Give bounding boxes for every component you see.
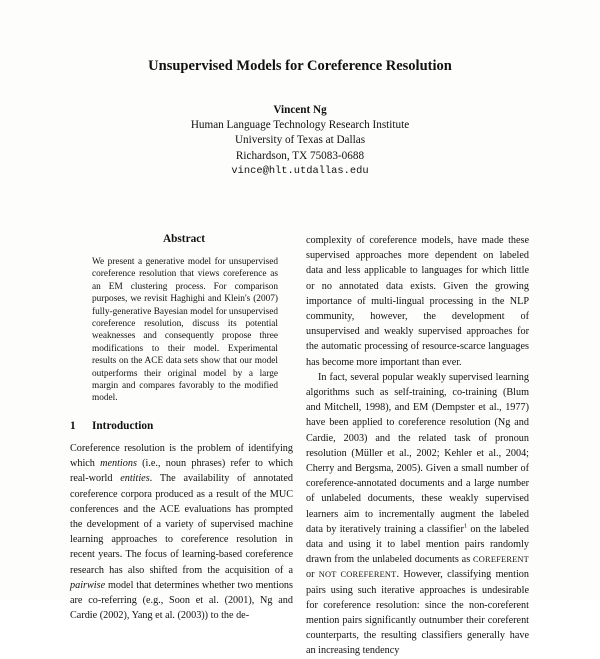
p2-text-a: In fact, several popular weakly supervised learning algorithms such as self-training, co-training (Blum and Mitchell, 1998), and EM (Dempster et al., 1977) have been applied to coreference resolution (Ng and Cardie, 2003) and the related task of pronoun resolution (Müller et al., 2002; Kehler et al., 2004; Cherry and Bergsma, 2005). Given a small number of coreference-annotated documents and a large number of unlabeled documents, these weakly supervised learners aim to incrementally augment the labeled data by iteratively training a classifier <box>306 371 529 535</box>
footnote-marker: 1 <box>463 522 468 530</box>
abstract-heading: Abstract <box>162 233 206 245</box>
intro-text-a: Coreference resolution is the problem of identifying which <box>70 443 293 470</box>
intro-text-c: . The availability of annotated coreference corpora produced as a result of the MUC conferences and the ACE evaluations has prompted the development of a variety of supervised machine learning approaches to coreference resolution in recent years. The focus of learning-based coreference research has also shifted from the acquisition of a <box>70 473 293 576</box>
p2-text-b: on the labeled data and using it to label mention pairs randomly drawn from the unlabeled documents as <box>306 523 530 566</box>
intro-term-pairwise: pairwise <box>70 579 106 591</box>
right-column <box>306 233 529 659</box>
author-block <box>0 103 600 179</box>
paper-title: Unsupervised Models for Coreference Resolution <box>148 58 452 74</box>
abstract-text: We present a generative model for unsupervised coreference resolution that views coreference as an EM clustering process. For comparison purposes, we revisit Haghighi and Klein's (2007) fully-generative Bayesian model for unsupervised coreference resolution, discuss its potential weaknesses and consequently propose three modifications to their model. Experimental results on the ACE data sets show that our model outperforms their original model by a large margin and compares favorably to the modified model. <box>92 257 278 404</box>
p2-text-or: or <box>306 569 319 581</box>
intro-term-entities: entities <box>120 473 150 485</box>
intro-term-mentions: mentions <box>100 458 137 470</box>
intro-text-d: model that determines whether two mentions are co-referring (e.g., Soon et al. (2001), Ng and Cardie (2002), Yang et al. (2003)) to the de- <box>70 579 293 622</box>
section-number: 1 <box>70 420 76 432</box>
label-coreferent: COREFERENT <box>473 555 529 565</box>
author-name: Vincent Ng <box>273 104 327 116</box>
intro-text-b: (i.e., noun phrases) refer to which real-world <box>70 458 293 485</box>
section-title: Introduction <box>92 420 154 432</box>
label-not-coreferent: NOT COREFERENT <box>318 570 397 580</box>
section-heading <box>70 420 153 432</box>
author-address: Richardson, TX 75083-0688 <box>235 149 365 162</box>
intro-paragraph <box>70 441 293 623</box>
author-email: vince@hlt.utdallas.edu <box>231 164 369 177</box>
author-affiliation: Human Language Technology Research Institute <box>190 119 410 132</box>
right-paragraph-2 <box>306 370 529 659</box>
p2-text-c: . However, classifying mention pairs using such iterative approaches is undesirable for coreference resolution: since the non-coreferent mention pairs significantly outnumber their coreferent counterparts, the resulting classifiers generally have an increasing tendency <box>306 569 529 657</box>
right-paragraph-1: complexity of coreference models, have made these supervised approaches more dependent on labeled data and less applicable to languages for which little or no annotated data exists. Given the growing importance of multi-lingual processing in the NLP community, however, the development of unsupervised and weakly supervised approaches for the automatic processing of resource-scarce languages has become more important than ever. <box>306 235 529 368</box>
author-university: University of Texas at Dallas <box>234 134 366 147</box>
